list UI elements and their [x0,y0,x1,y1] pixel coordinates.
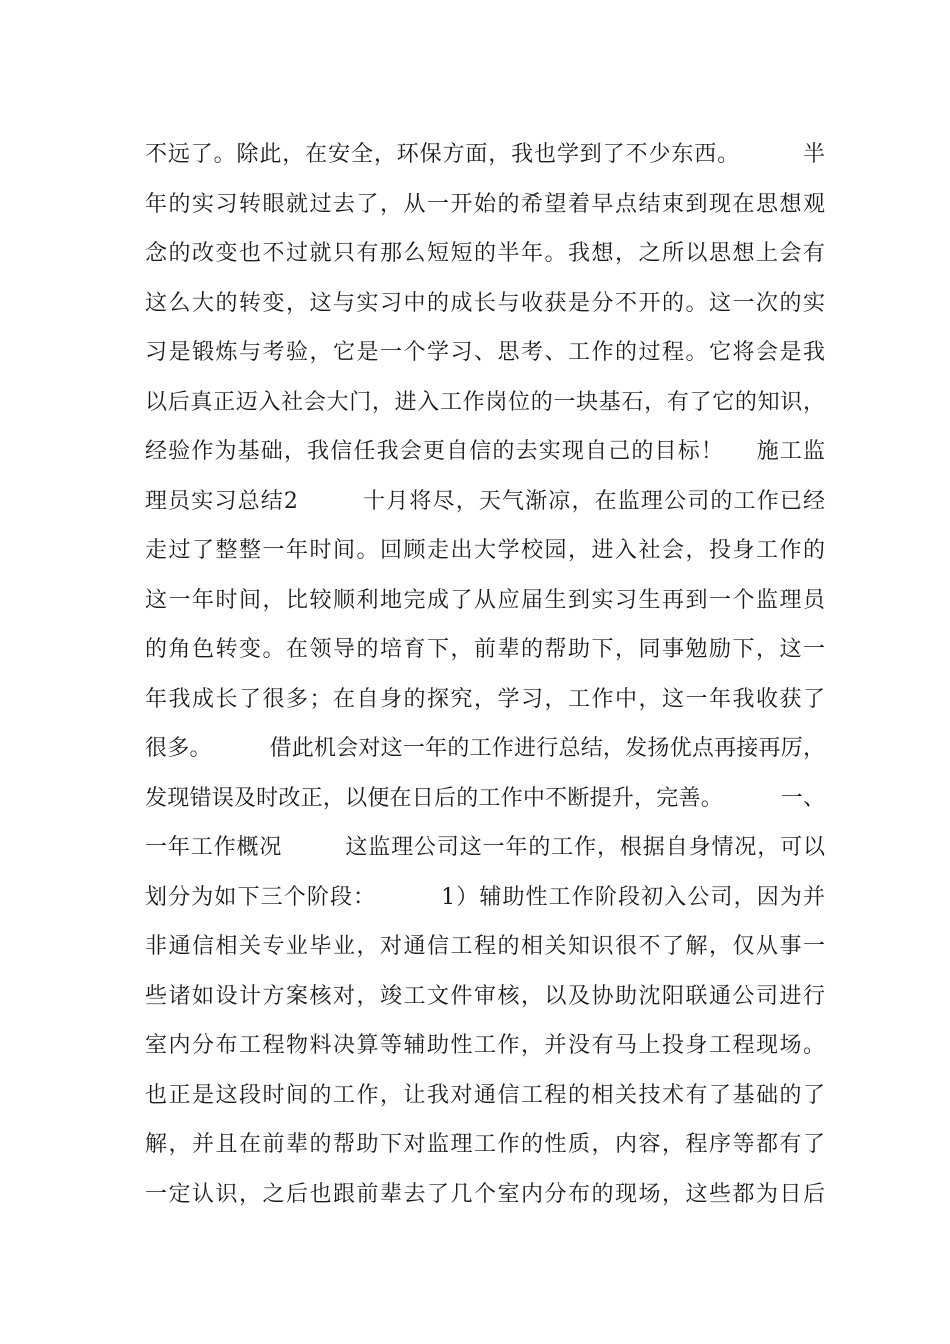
text-line: 这一年时间，比较顺利地完成了从应届生到实习生再到一个监理员 [145,587,825,613]
text-line: 这么大的转变，这与实习中的成长与收获是分不开的。这一次的实 [145,290,825,316]
text-line: 解，并且在前辈的帮助下对监理工作的性质，内容，程序等都有了 [145,1132,825,1157]
text-line: 以后真正迈入社会大门，进入工作岗位的一块基石，有了它的知识， [145,389,825,415]
text-line: 年的实习转眼就过去了，从一开始的希望着早点结束到现在思想观 [145,191,825,217]
text-line: 室内分布工程物料决算等辅助性工作，并没有马上投身工程现场。 [145,1033,825,1058]
text-line: 的角色转变。在领导的培育下，前辈的帮助下，同事勉励下，这一 [145,637,825,662]
text-line: 走过了整整一年时间。回顾走出大学校园，进入社会，投身工作的 [145,538,825,563]
text-line: 不远了。除此，在安全，环保方面，我也学到了不少东西。 半 [145,142,825,167]
text-line: 年我成长了很多；在自身的探究，学习，工作中，这一年我收获了 [145,686,825,712]
text-line: 念的改变也不过就只有那么短短的半年。我想，之所以思想上会有 [145,241,825,266]
text-line: 经验作为基础，我信任我会更自信的去实现自己的目标！ 施工监 [145,439,825,464]
text-line: 很多。 借此机会对这一年的工作进行总结，发扬优点再接再厉， [145,736,825,761]
text-line: 划分为如下三个阶段： 1）辅助性工作阶段初入公司，因为并 [145,884,825,910]
text-line: 一定认识，之后也跟前辈去了几个室内分布的现场，这些都为日后 [145,1181,825,1207]
text-line: 非通信相关专业毕业，对通信工程的相关知识很不了解，仅从事一 [145,934,825,959]
text-line: 习是锻炼与考验，它是一个学习、思考、工作的过程。它将会是我 [145,340,825,365]
text-line: 一年工作概况 这监理公司这一年的工作，根据自身情况，可以 [145,835,825,860]
text-line: 也正是这段时间的工作，让我对通信工程的相关技术有了基础的了 [145,1082,825,1108]
text-line: 些诸如设计方案核对，竣工文件审核，以及协助沈阳联通公司进行 [145,983,825,1009]
text-line: 发现错误及时改正，以便在日后的工作中不断提升，完善。 一、 [145,785,825,811]
body-text [145,130,825,1219]
text-line: 理员实习总结2 十月将尽，天气渐凉，在监理公司的工作已经 [145,488,825,514]
